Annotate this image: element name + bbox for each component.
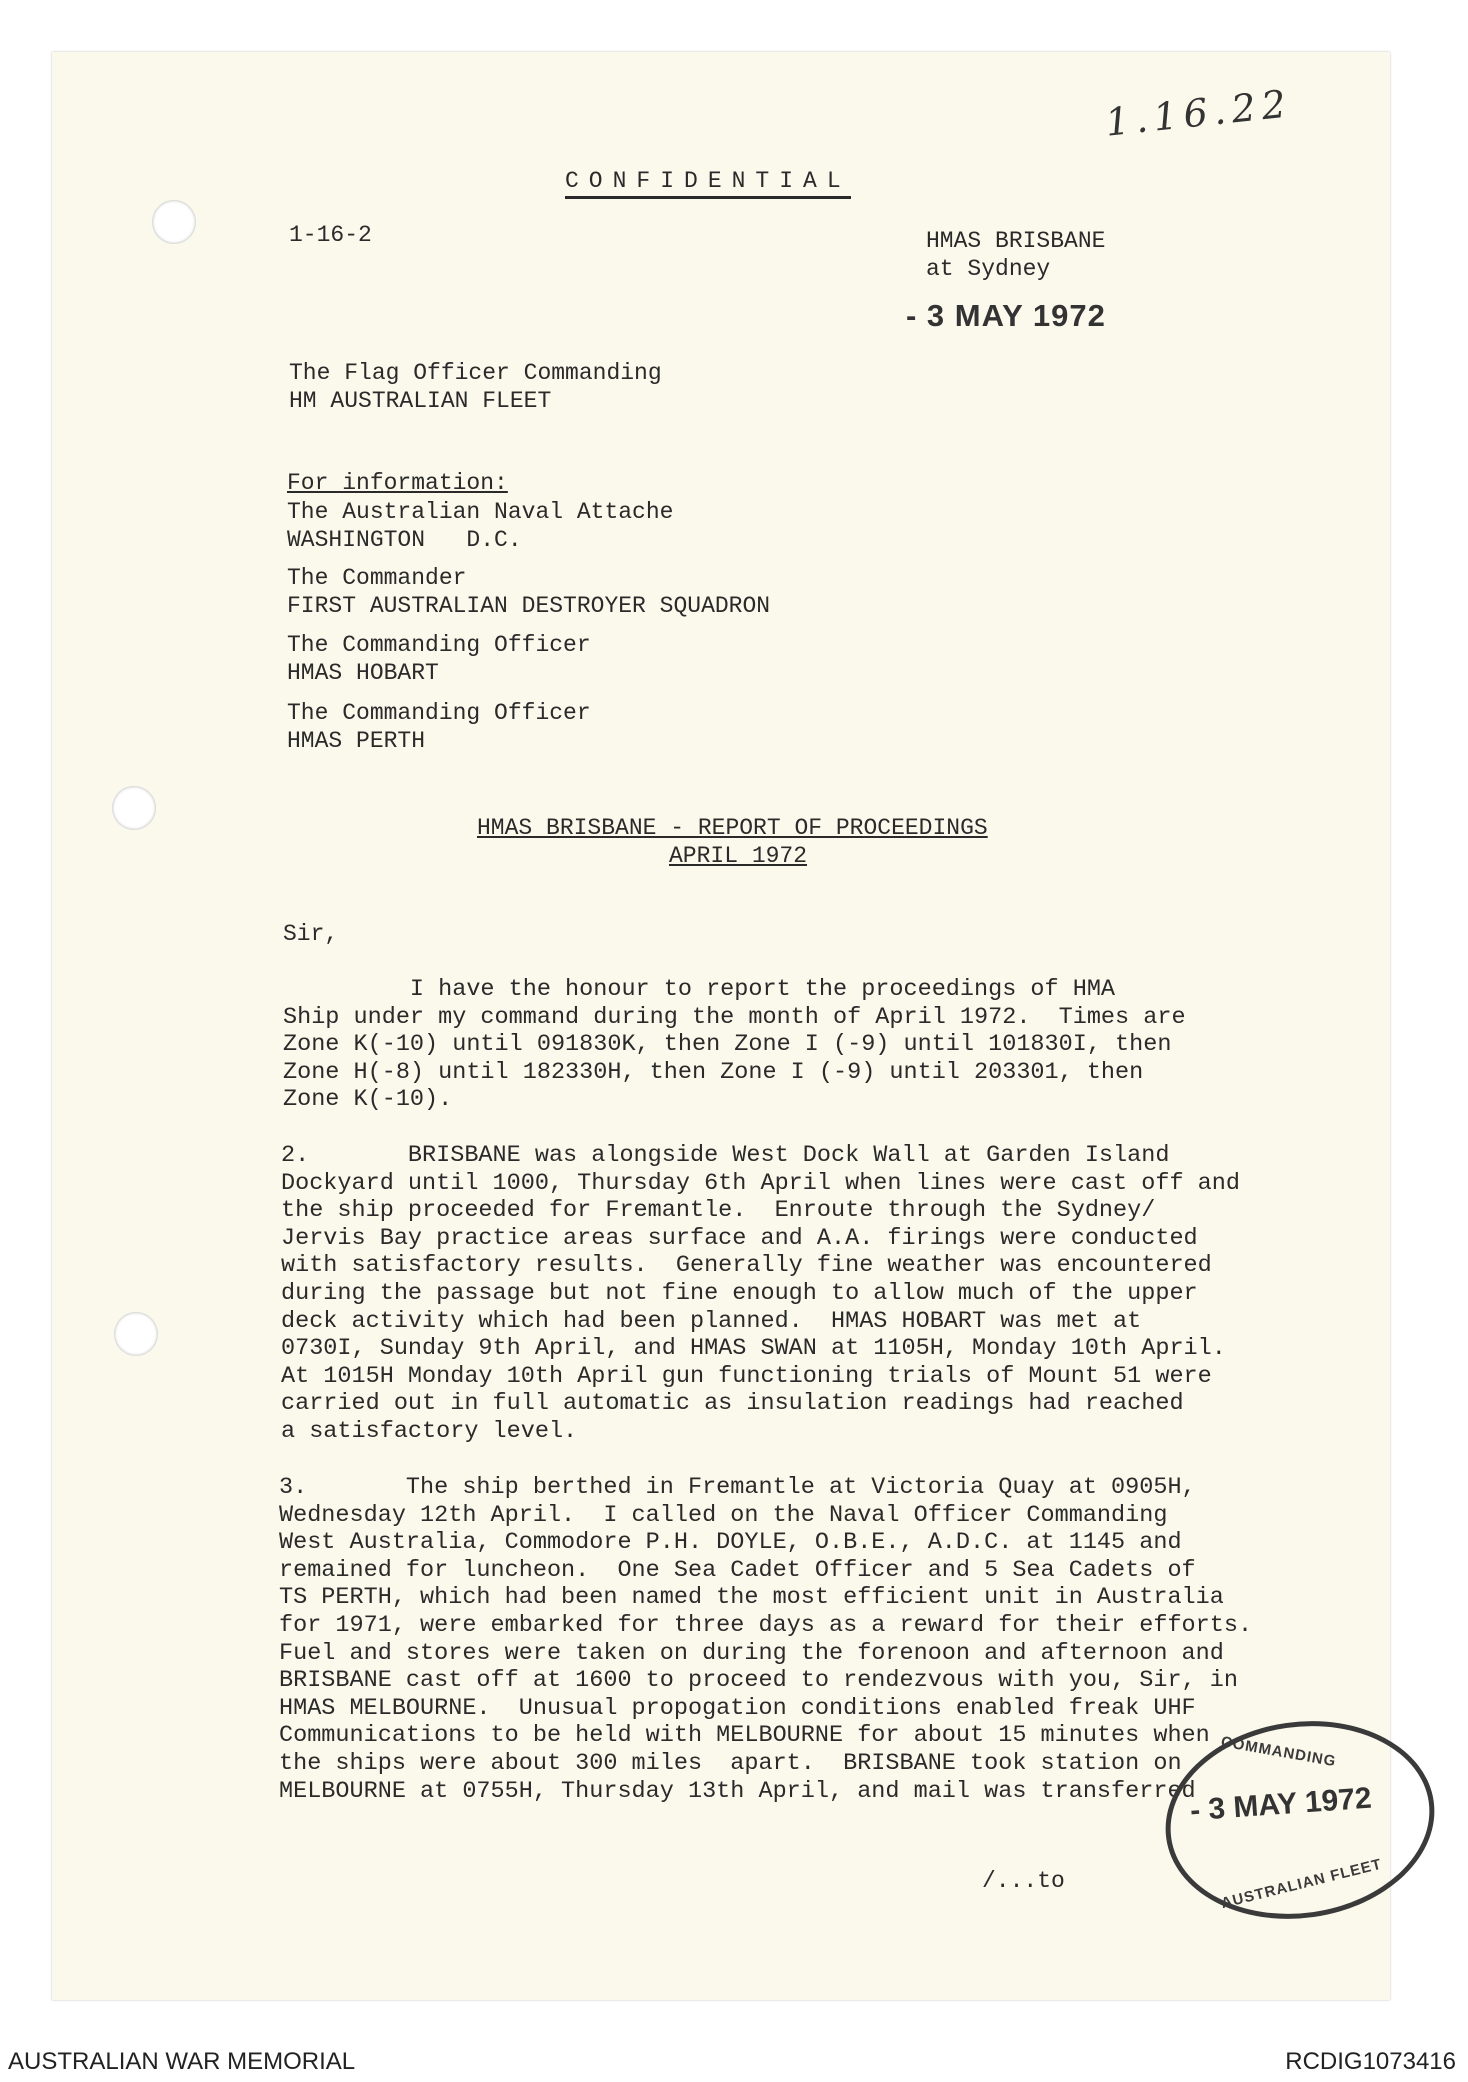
- info-recipient-4-line-2: HMAS PERTH: [287, 728, 426, 754]
- addressee-line-1: The Flag Officer Commanding: [289, 360, 662, 386]
- salutation: Sir,: [283, 921, 339, 947]
- report-subtitle: APRIL 1972: [669, 843, 808, 869]
- continuation-mark: /...to: [982, 1868, 1065, 1894]
- footer-id: RCDIG1073416: [1285, 2048, 1456, 2075]
- sender-location: at Sydney: [926, 256, 1051, 282]
- sender-ship: HMAS BRISBANE: [926, 228, 1106, 254]
- stamp-top-text: COMMANDING: [1219, 1733, 1338, 1771]
- info-recipient-3-line-1: The Commanding Officer: [287, 632, 591, 658]
- paragraph-1: I have the honour to report the proceedings of HMA Ship under my command during the month of April 1972. Times are Zone K(-10) until 091830K, then Zone I (-9) until 101830I, then Zone H(-8) until 182330H, then Zone I (-9) until 203301, then Zone K(-10).: [283, 976, 1186, 1114]
- date-stamp: - 3 MAY 1972: [906, 298, 1106, 333]
- info-recipient-3-line-2: HMAS HOBART: [287, 660, 439, 686]
- classification-heading: CONFIDENTIAL: [565, 168, 851, 199]
- footer-source: AUSTRALIAN WAR MEMORIAL: [8, 2048, 356, 2075]
- addressee-line-2: HM AUSTRALIAN FLEET: [289, 388, 552, 414]
- punch-hole: [114, 1312, 158, 1356]
- report-title: HMAS BRISBANE - REPORT OF PROCEEDINGS: [477, 815, 988, 841]
- for-information-heading: For information:: [287, 470, 508, 496]
- info-recipient-4-line-1: The Commanding Officer: [287, 700, 591, 726]
- punch-hole: [112, 786, 156, 830]
- info-recipient-2-line-1: The Commander: [287, 565, 467, 591]
- info-recipient-2-line-2: FIRST AUSTRALIAN DESTROYER SQUADRON: [287, 593, 771, 619]
- handwritten-reference: 1.16.22: [1103, 81, 1294, 145]
- paragraph-2: 2. BRISBANE was alongside West Dock Wall at Garden Island Dockyard until 1000, Thursday 6th April when lines were cast off and the ship proceeded for Fremantle. Enroute through the Sydney/ Jervis Bay practice areas surface and A.A. firings were conducted with satisfactory results. Generally fine weather was encountered during the passage but not fine enough to allow much of the upper deck activity which had been planned. HMAS HOBART was met at 0730I, Sunday 9th April, and HMAS SWAN at 1105H, Monday 10th April. At 1015H Monday 10th April gun functioning trials of Mount 51 were carried out in full automatic as insulation readings had reached a satisfactory level.: [281, 1142, 1240, 1445]
- punch-hole: [152, 200, 196, 244]
- stamp-bottom-text: AUSTRALIAN FLEET: [1219, 1855, 1384, 1913]
- info-recipient-1-line-1: The Australian Naval Attache: [287, 499, 674, 525]
- file-reference: 1-16-2: [289, 222, 372, 248]
- paragraph-3: 3. The ship berthed in Fremantle at Victoria Quay at 0905H, Wednesday 12th April. I called on the Naval Officer Commanding West Australia, Commodore P.H. DOYLE, O.B.E., A.D.C. at 1145 and remained for luncheon. One Sea Cadet Officer and 5 Sea Cadets of TS PERTH, which had been named the most efficient unit in Australia for 1971, were embarked for three days as a reward for their efforts. Fuel and stores were taken on during the forenoon and afternoon and BRISBANE cast off at 1600 to proceed to rendezvous with you, Sir, in HMAS MELBOURNE. Unusual propogation conditions enabled freak UHF Communications to be held with MELBOURNE for about 15 minutes when the ships were about 300 miles apart. BRISBANE took station on MELBOURNE at 0755H, Thursday 13th April, and mail was transferred: [279, 1474, 1253, 1805]
- info-recipient-1-line-2: WASHINGTON D.C.: [287, 527, 522, 553]
- stamp-date: - 3 MAY 1972: [1189, 1781, 1373, 1828]
